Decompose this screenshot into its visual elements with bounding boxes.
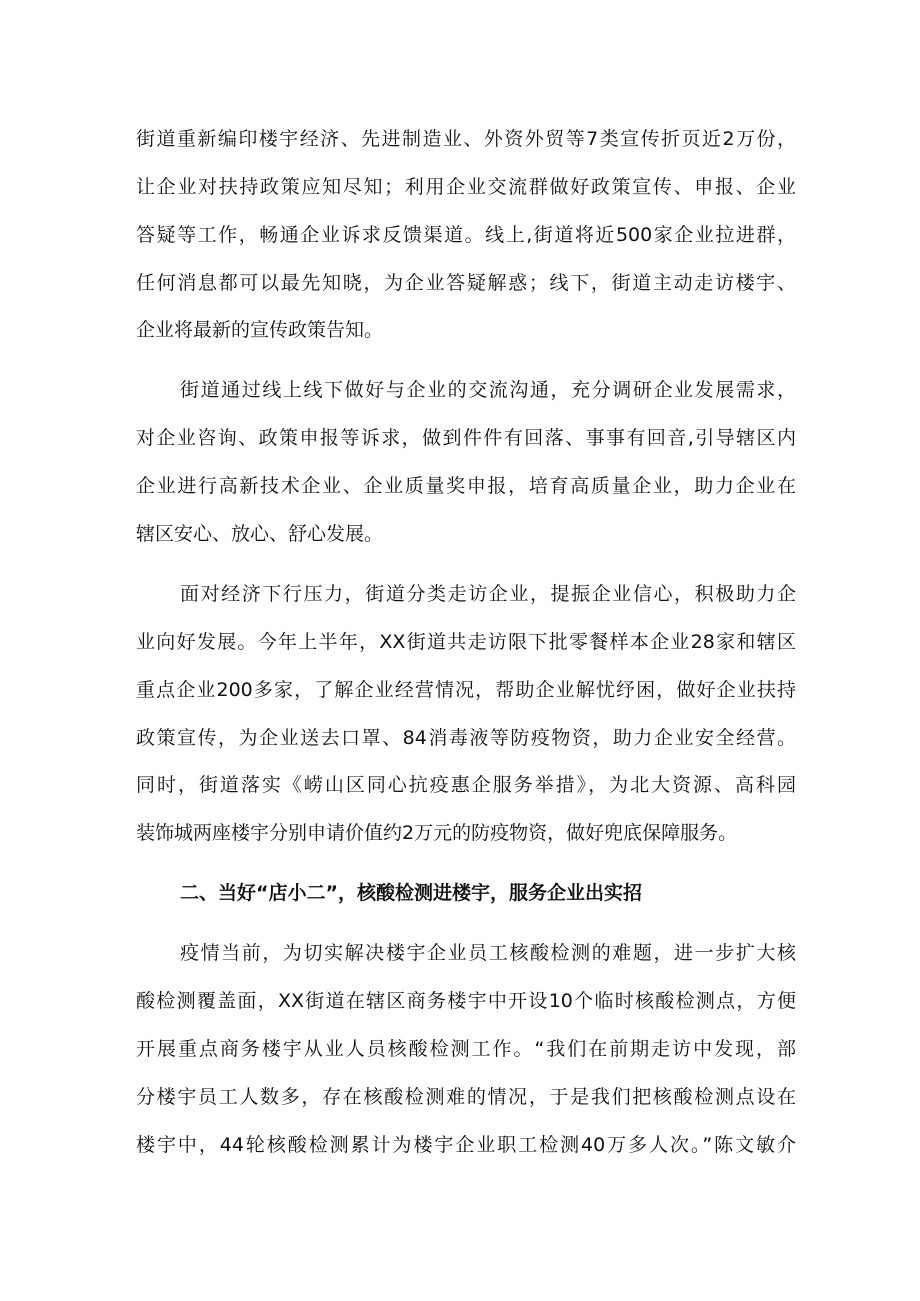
paragraph-2-line-4: 辖区安心、放心、舒心发展。 bbox=[136, 523, 384, 545]
section-heading: 二、当好“店小二”，核酸检测进楼宇，服务企业出实招 bbox=[180, 882, 642, 904]
paragraph-3-line-5: 同时，街道落实《崂山区同心抗疫惠企服务举措》，为北大资源、高科园 bbox=[136, 774, 796, 796]
paragraph-1-line-5: 企业将最新的宣传政策告知。 bbox=[136, 319, 384, 341]
paragraph-4-line-5: 楼宇中，44轮核酸检测累计为楼宇企业职工检测40万多人次。”陈文敏介 bbox=[136, 1134, 796, 1156]
paragraph-4-line-3: 开展重点商务楼宇从业人员核酸检测工作。“我们在前期走访中发现，部 bbox=[136, 1038, 796, 1060]
paragraph-4-line-4: 分楼宇员工人数多，存在核酸检测难的情况，于是我们把核酸检测点设在 bbox=[136, 1086, 796, 1108]
paragraph-4-line-2: 酸检测覆盖面，XX街道在辖区商务楼宇中开设10个临时核酸检测点，方便 bbox=[136, 990, 796, 1012]
paragraph-1-line-4: 任何消息都可以最先知晓，为企业答疑解惑；线下，街道主动走访楼宇、 bbox=[136, 272, 796, 294]
paragraph-1-line-3: 答疑等工作，畅通企业诉求反馈渠道。线上,街道将近500家企业拉进群， bbox=[136, 224, 796, 246]
paragraph-3-line-4: 政策宣传，为企业送去口罩、84消毒液等防疫物资，助力企业安全经营。 bbox=[136, 727, 796, 749]
paragraph-3-line-2: 业向好发展。今年上半年，XX街道共走访限下批零餐样本企业28家和辖区 bbox=[136, 631, 796, 653]
paragraph-4-line-1: 疫情当前，为切实解决楼宇企业员工核酸检测的难题，进一步扩大核 bbox=[180, 942, 796, 964]
paragraph-3-line-6: 装饰城两座楼宇分别申请价值约2万元的防疫物资，做好兜底保障服务。 bbox=[136, 822, 738, 844]
paragraph-3-line-3: 重点企业200多家，了解企业经营情况，帮助企业解忧纾困，做好企业扶持 bbox=[136, 679, 796, 701]
paragraph-2-line-3: 企业进行高新技术企业、企业质量奖申报，培育高质量企业，助力企业在 bbox=[136, 475, 796, 497]
paragraph-2-line-1: 街道通过线上线下做好与企业的交流沟通，充分调研企业发展需求， bbox=[180, 379, 796, 401]
paragraph-1-line-2: 让企业对扶持政策应知尽知；利用企业交流群做好政策宣传、申报、企业 bbox=[136, 176, 796, 198]
paragraph-2-line-2: 对企业咨询、政策申报等诉求，做到件件有回落、事事有回音,引导辖区内 bbox=[136, 427, 796, 449]
paragraph-3-line-1: 面对经济下行压力，街道分类走访企业，提振企业信心，积极助力企 bbox=[180, 583, 796, 605]
paragraph-1-line-1: 街道重新编印楼宇经济、先进制造业、外资外贸等7类宣传折页近2万份， bbox=[136, 128, 796, 150]
